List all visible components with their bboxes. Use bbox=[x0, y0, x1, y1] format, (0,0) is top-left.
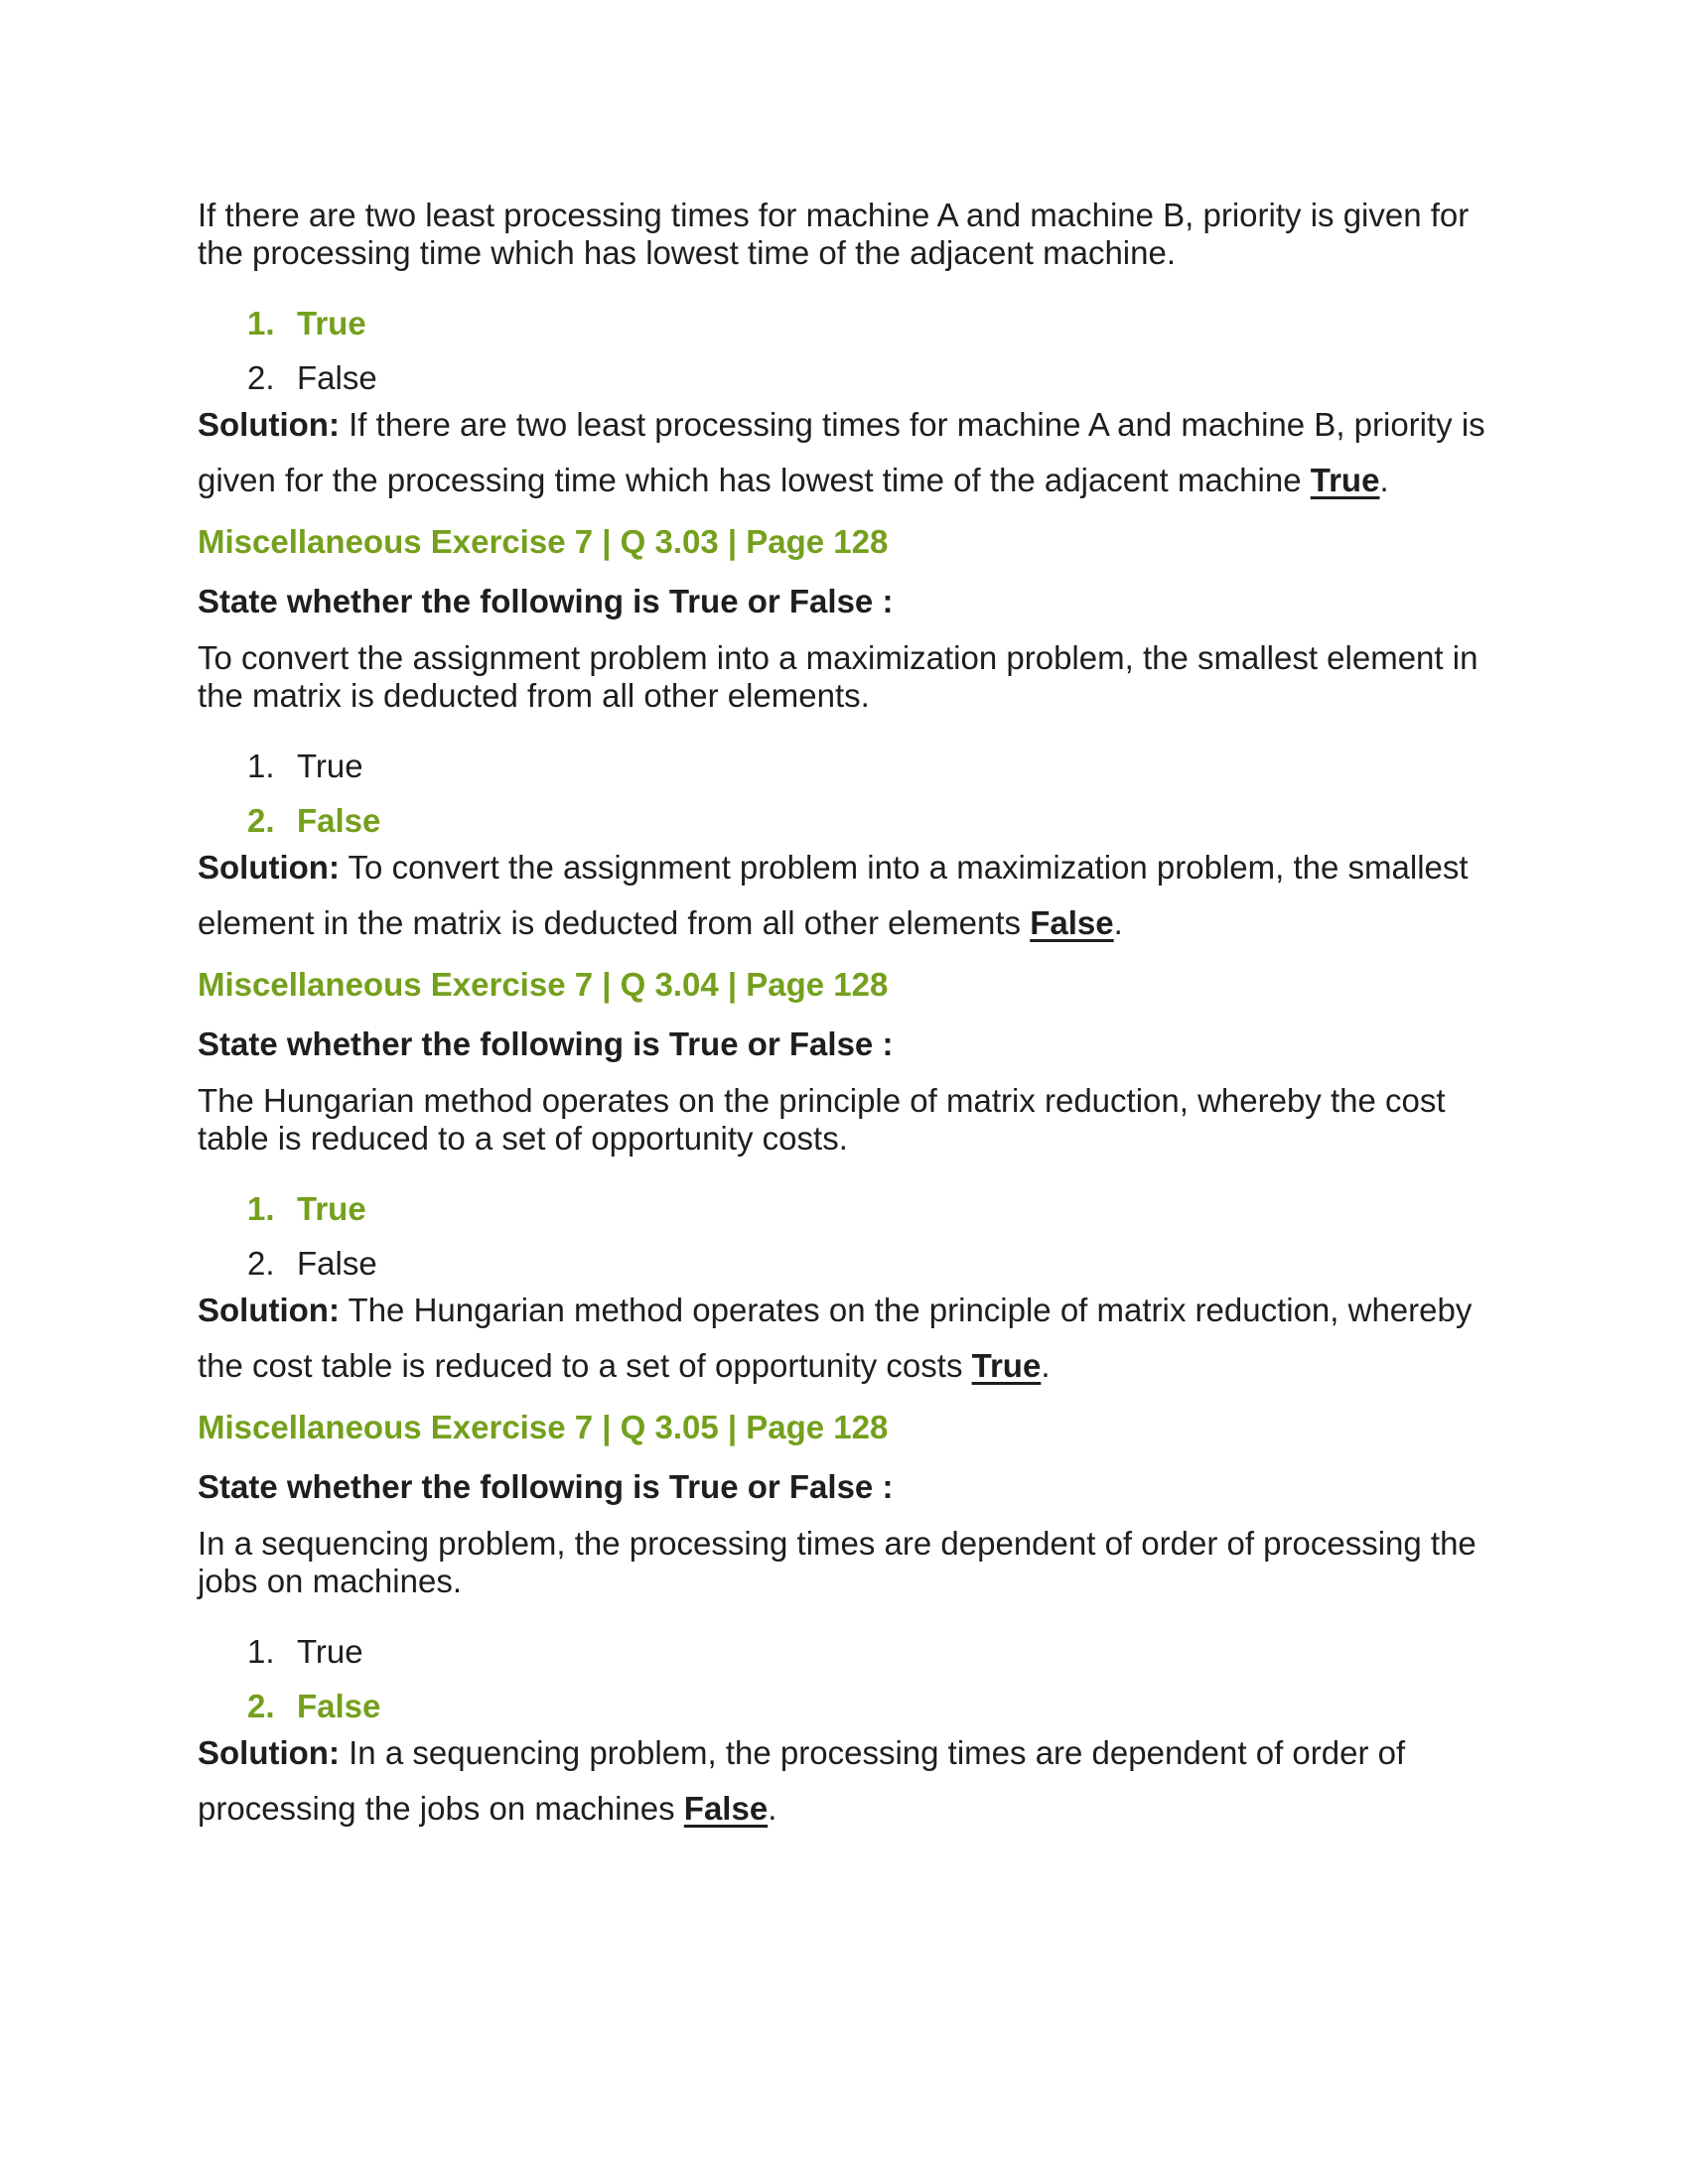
instruction: State whether the following is True or False : bbox=[198, 583, 894, 619]
solution-label: Solution: bbox=[198, 406, 340, 443]
option-number: 1. bbox=[247, 748, 275, 784]
question-block-1 bbox=[198, 197, 1498, 508]
question-text: To convert the assignment problem into a maximization problem, the smallest element in the matrix is deducted from all other elements. bbox=[198, 639, 1478, 714]
option-number: 1. bbox=[247, 305, 275, 341]
option-1 bbox=[198, 1624, 1498, 1679]
question-text: The Hungarian method operates on the principle of matrix reduction, whereby the cost table is reduced to a set of opportunity costs. bbox=[198, 1082, 1446, 1157]
exercise-heading: Miscellaneous Exercise 7 | Q 3.05 | Page 128 bbox=[198, 1409, 889, 1445]
solution: Solution: The Hungarian method operates on the principle of matrix reduction, whereby the cost table is reduced to a set of opportunity costs True. bbox=[198, 1292, 1473, 1384]
option-text: False bbox=[297, 1688, 381, 1724]
option-1 bbox=[198, 1181, 1498, 1236]
solution-text: In a sequencing problem, the processing times are dependent of order of processing the jobs on machines bbox=[198, 1734, 1406, 1827]
option-text: True bbox=[297, 1633, 363, 1670]
document-page bbox=[198, 197, 1498, 1837]
answer: False bbox=[683, 1790, 769, 1827]
option-text: False bbox=[297, 1245, 377, 1282]
solution-text: If there are two least processing times for machine A and machine B, priority is given for the processing time which has lowest time of the adjacent machine bbox=[198, 406, 1485, 498]
question-text: In a sequencing problem, the processing times are dependent of order of processing the jobs on machines. bbox=[198, 1525, 1477, 1599]
option-text: True bbox=[297, 305, 366, 341]
question-block-2 bbox=[198, 522, 1498, 951]
solution-text: To convert the assignment problem into a maximization problem, the smallest element in the matrix is deducted from all other elements bbox=[198, 849, 1469, 941]
option-text: False bbox=[297, 802, 381, 839]
answer: True bbox=[971, 1347, 1042, 1384]
instruction: State whether the following is True or False : bbox=[198, 1025, 894, 1062]
solution-label: Solution: bbox=[198, 1734, 340, 1771]
answer: True bbox=[1310, 462, 1380, 498]
option-number: 1. bbox=[247, 1190, 275, 1227]
solution: Solution: In a sequencing problem, the processing times are dependent of order of processing the jobs on machines False. bbox=[198, 1734, 1406, 1827]
instruction: State whether the following is True or False : bbox=[198, 1468, 894, 1505]
option-1 bbox=[198, 296, 1498, 350]
option-number: 1. bbox=[247, 1633, 275, 1670]
solution-label: Solution: bbox=[198, 1292, 340, 1328]
solution-label: Solution: bbox=[198, 849, 340, 886]
answer: False bbox=[1030, 904, 1114, 941]
option-number: 2. bbox=[247, 1688, 275, 1724]
option-text: False bbox=[297, 359, 377, 396]
solution: Solution: If there are two least processing times for machine A and machine B, priority is given for the processing time which has lowest time of the adjacent machine True. bbox=[198, 406, 1485, 498]
option-text: True bbox=[297, 1190, 366, 1227]
option-1 bbox=[198, 739, 1498, 793]
option-list bbox=[198, 739, 1498, 848]
option-2 bbox=[198, 1236, 1498, 1291]
option-number: 2. bbox=[247, 359, 275, 396]
option-list bbox=[198, 296, 1498, 405]
option-2 bbox=[198, 1679, 1498, 1733]
option-list bbox=[198, 1624, 1498, 1733]
exercise-heading: Miscellaneous Exercise 7 | Q 3.04 | Page 128 bbox=[198, 966, 889, 1003]
solution: Solution: To convert the assignment problem into a maximization problem, the smallest element in the matrix is deducted from all other elements False. bbox=[198, 849, 1469, 941]
question-block-4 bbox=[198, 1408, 1498, 1837]
option-list bbox=[198, 1181, 1498, 1291]
option-text: True bbox=[297, 748, 363, 784]
option-2 bbox=[198, 793, 1498, 848]
solution-text: The Hungarian method operates on the principle of matrix reduction, whereby the cost table is reduced to a set of opportunity costs bbox=[198, 1292, 1473, 1384]
exercise-heading: Miscellaneous Exercise 7 | Q 3.03 | Page 128 bbox=[198, 523, 889, 560]
option-number: 2. bbox=[247, 1245, 275, 1282]
option-2 bbox=[198, 350, 1498, 405]
option-number: 2. bbox=[247, 802, 275, 839]
question-text: If there are two least processing times for machine A and machine B, priority is given for the processing time which has lowest time of the adjacent machine. bbox=[198, 197, 1470, 271]
question-block-3 bbox=[198, 965, 1498, 1394]
